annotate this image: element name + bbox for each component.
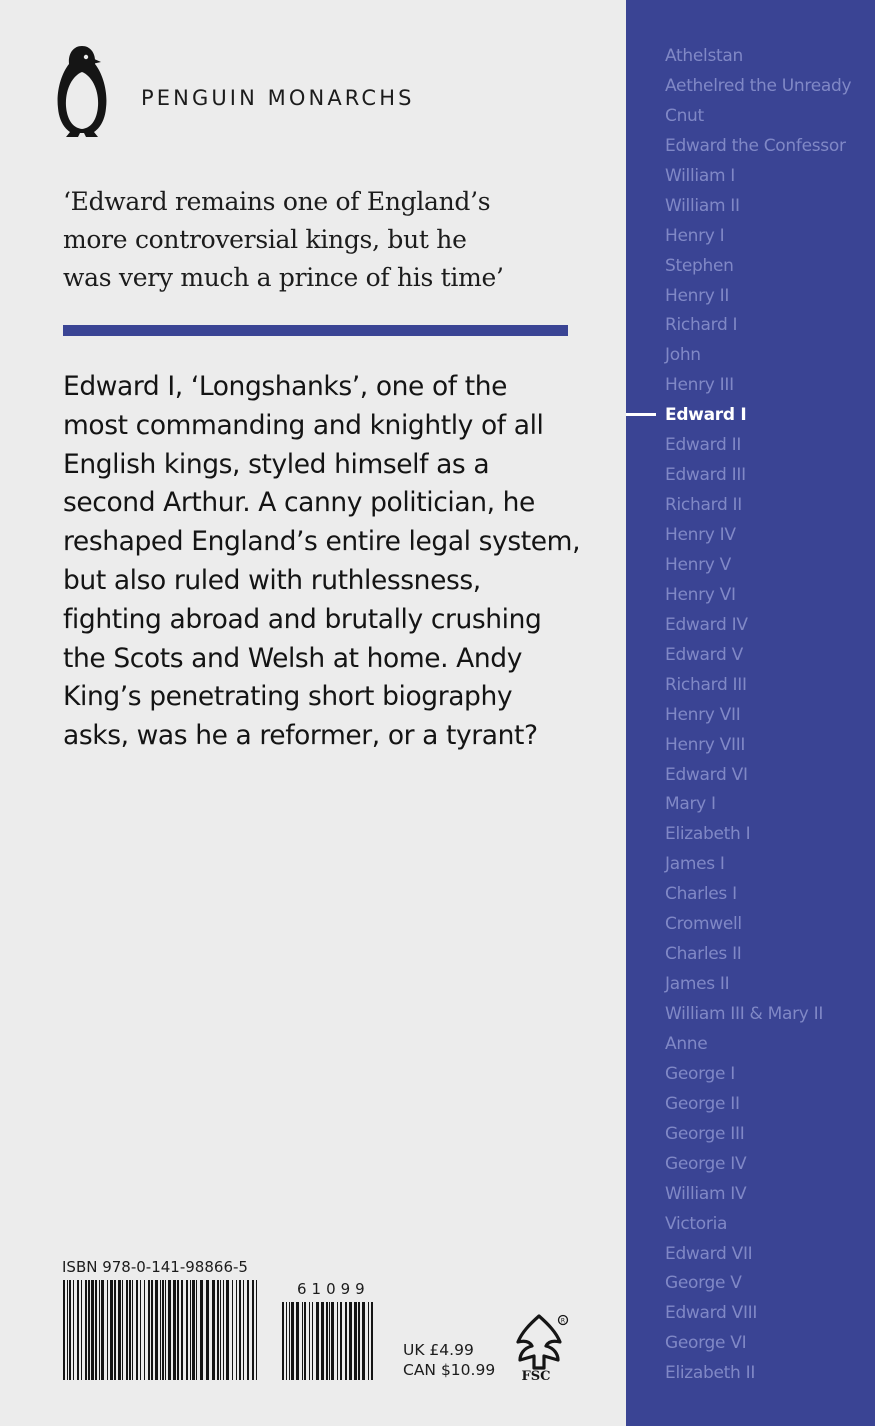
barcode-bar [81,1280,82,1380]
barcode-bar [340,1302,342,1380]
monarch-item: Henry V [665,554,731,575]
barcode-bar [63,1280,65,1380]
barcode-bar [132,1280,133,1380]
monarch-item: Mary I [665,794,716,815]
monarch-item: John [665,345,701,366]
barcode-bar [126,1280,128,1380]
monarch-item: Edward III [665,465,746,486]
barcode-bar [220,1280,221,1380]
barcode-bar [371,1302,373,1380]
monarch-item: William III & Mary II [665,1004,824,1024]
price-block [403,1340,495,1380]
monarch-item: Richard II [665,495,742,516]
penguin-logo-icon [56,44,108,140]
monarch-item: Elizabeth I [665,824,751,845]
monarch-item: George III [665,1123,745,1144]
barcode-bar [243,1280,244,1380]
book-blurb [63,368,580,756]
fsc-tree-logo-icon [508,1312,570,1382]
barcode-bar [206,1280,209,1380]
barcode-bar [107,1280,108,1380]
monarch-item: William II [665,195,740,216]
review-quote [63,183,583,297]
barcode-bar [282,1302,284,1380]
blurb-line: King’s penetrating short biography [63,681,513,713]
monarch-item: George II [665,1093,740,1114]
barcode-bar [291,1302,294,1380]
fsc-label: FSC [521,1369,551,1382]
barcode-bar [232,1280,233,1380]
blurb-line: asks, was he a reformer, or a tyrant? [63,720,538,752]
monarch-item: James I [665,854,725,875]
monarch-item: Charles I [665,884,737,905]
barcode-bar [114,1280,116,1380]
barcode-bar [173,1280,176,1380]
barcode-bar [99,1280,100,1380]
barcode-bar [95,1280,97,1380]
barcode-bar [312,1302,313,1380]
monarch-item: Henry VI [665,584,736,605]
barcode-bar [155,1280,158,1380]
barcode-bar [316,1302,319,1380]
monarch-item: Edward VIII [665,1303,758,1324]
monarch-item: Aethelred the Unready [665,75,852,96]
barcode-bar [177,1280,179,1380]
barcode-bar [181,1280,183,1380]
barcode-bar [302,1302,303,1380]
barcode-bar [85,1280,87,1380]
monarch-item: George I [665,1063,735,1084]
monarch-item: Richard III [665,674,747,695]
barcode-bar [165,1280,166,1380]
barcode-bar [256,1280,257,1380]
barcode-bar [140,1280,141,1380]
blurb-line: fighting abroad and brutally crushing [63,603,542,635]
barcode-bar [349,1302,352,1380]
monarch-item: Anne [665,1033,708,1054]
monarch-item: Henry II [665,285,730,306]
monarch-item: Edward II [665,435,742,456]
monarch-item: Henry I [665,225,725,246]
blurb-line: second Arthur. A canny politician, he [63,487,535,519]
blurb-line: reshaped England’s entire legal system, [63,526,581,558]
monarch-item: Richard I [665,315,738,336]
divider-bar [63,325,568,336]
barcode-bar [73,1280,74,1380]
blurb-line: the Scots and Welsh at home. Andy [63,642,523,674]
barcode-bar [289,1302,290,1380]
barcode-bar [247,1280,249,1380]
monarch-item: Cnut [665,105,704,126]
barcode-bar [362,1302,365,1380]
monarch-item: Edward IV [665,614,748,635]
barcode-bar [223,1280,224,1380]
barcode-addon-number: 61099 [297,1280,370,1298]
barcode-bar [296,1302,299,1380]
series-name: PENGUIN MONARCHS [141,86,415,110]
barcode-bar [110,1280,113,1380]
monarch-item: Henry VIII [665,734,746,755]
barcode-bar [122,1280,123,1380]
isbn-barcode [63,1280,261,1380]
price-barcode [282,1302,378,1380]
monarch-item: Edward VII [665,1243,753,1264]
monarch-item: Edward the Confessor [665,135,846,156]
barcode-bar [160,1280,161,1380]
barcode-bar [196,1280,197,1380]
blurb-line: Edward I, ‘Longshanks’, one of the [63,371,508,402]
blurb-line: English kings, styled himself as a [63,448,490,480]
quote-line: was very much a prince of his time’ [63,263,504,292]
barcode-bar [69,1280,71,1380]
svg-text:R: R [560,1317,566,1325]
monarch-item: Elizabeth II [665,1363,756,1384]
barcode-bar [101,1280,104,1380]
barcode-bar [337,1302,338,1380]
barcode-bar [286,1302,287,1380]
barcode-bar [345,1302,347,1380]
monarch-list [665,42,851,1389]
barcode-bar [304,1302,306,1380]
barcode-bar [217,1280,219,1380]
barcode-bar [118,1280,121,1380]
barcode-bar [368,1302,369,1380]
monarch-item: James II [665,974,730,995]
barcode-bar [91,1280,94,1380]
monarch-item: Edward V [665,644,743,665]
barcode-bar [239,1280,241,1380]
monarch-item: George V [665,1273,742,1294]
barcode-bar [226,1280,229,1380]
barcode-bar [354,1302,357,1380]
monarch-item: George IV [665,1153,747,1174]
monarch-item: Edward VI [665,764,748,785]
barcode-bar [148,1280,150,1380]
monarch-item: William I [665,165,736,186]
monarch-item: Henry IV [665,525,736,545]
barcode-bar [136,1280,138,1380]
monarch-item: Victoria [665,1213,728,1234]
barcode-bar [200,1280,203,1380]
price-uk: UK £4.99 [403,1341,474,1359]
barcode-bar [252,1280,254,1380]
barcode-bar [236,1280,237,1380]
barcode-bar [67,1280,68,1380]
barcode-bar [168,1280,171,1380]
price-can: CAN $10.99 [403,1361,496,1379]
barcode-bar [77,1280,79,1380]
monarch-item: Stephen [665,255,734,276]
monarch-item: Edward I [665,405,747,426]
barcode-bar [129,1280,131,1380]
barcode-bar [162,1280,164,1380]
barcode-bar [190,1280,191,1380]
monarch-item: William IV [665,1183,747,1204]
barcode-bar [144,1280,145,1380]
barcode-bar [88,1280,90,1380]
barcode-bar [192,1280,195,1380]
barcode-bar [326,1302,328,1380]
barcode-bar [212,1280,215,1380]
barcode-bar [151,1280,153,1380]
current-monarch-marker [626,413,656,416]
monarch-item: Charles II [665,944,742,965]
barcode-bar [329,1302,330,1380]
isbn-text: ISBN 978-0-141-98866-5 [62,1258,248,1276]
monarch-item: Henry VII [665,704,741,725]
monarch-item: Athelstan [665,46,743,66]
quote-line: ‘Edward remains one of England’s [63,187,491,216]
barcode-bar [331,1302,334,1380]
barcode-bar [309,1302,310,1380]
barcode-bar [186,1280,188,1380]
blurb-line: most commanding and knightly of all [63,409,544,441]
monarch-item: Cromwell [665,914,742,935]
blurb-line: but also ruled with ruthlessness, [63,564,481,596]
quote-line: more controversial kings, but he [63,225,467,254]
barcode-bar [358,1302,360,1380]
monarch-item: George VI [665,1333,747,1354]
monarch-item: Henry III [665,375,734,396]
barcode-bar [321,1302,324,1380]
